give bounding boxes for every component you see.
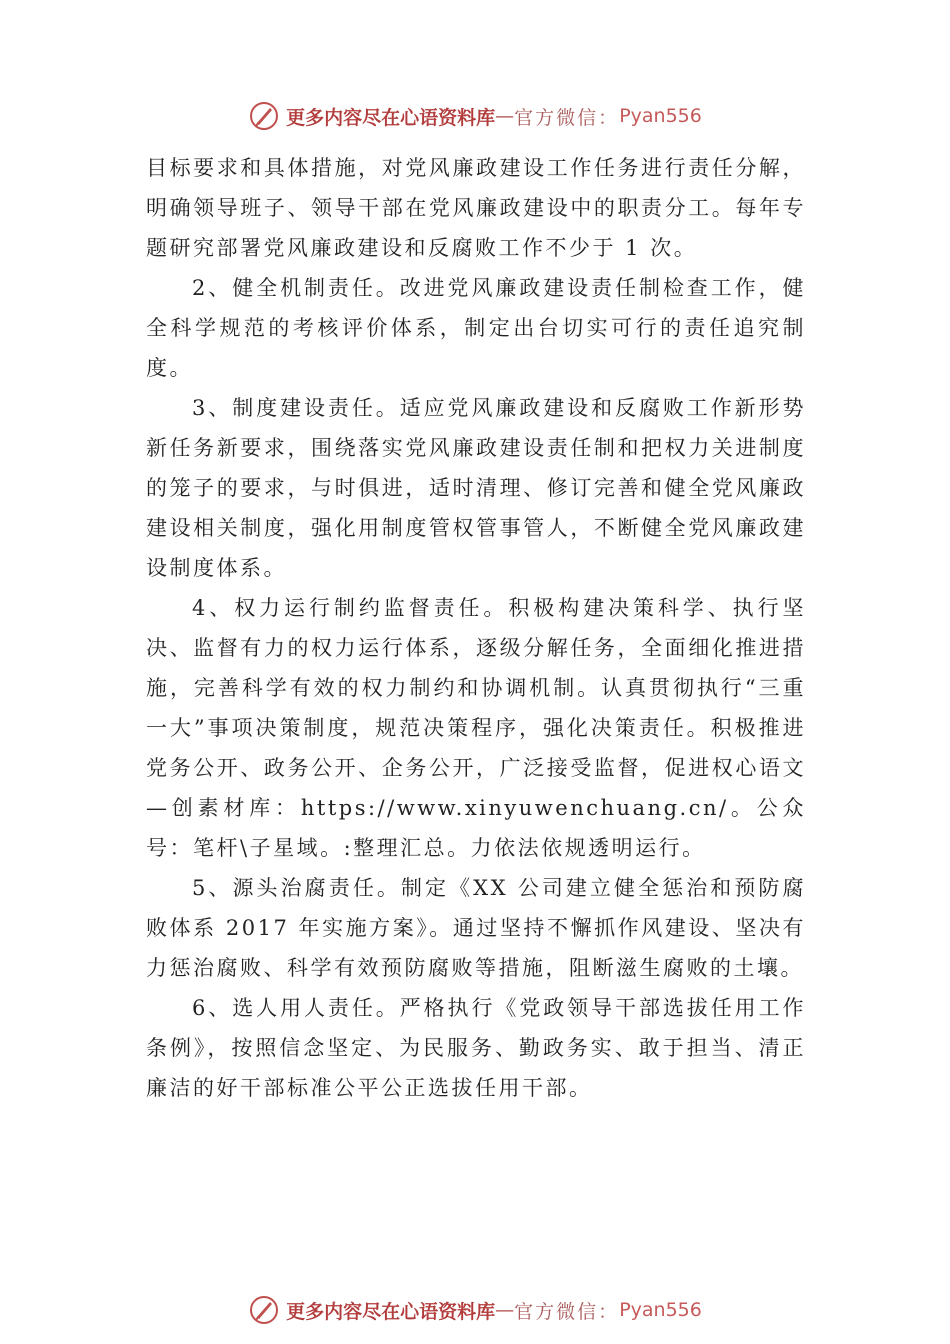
footer-banner: [0, 1290, 950, 1330]
wechat-label: 官方微信：: [514, 106, 620, 129]
header-banner: [0, 96, 950, 136]
wechat-id: Pyan556: [619, 105, 702, 127]
wechat-label: 官方微信：: [514, 1300, 620, 1323]
library-slogan: 更多内容尽在心语资料库: [286, 106, 496, 129]
paragraph-personnel-selection-responsibility: 6、选人用人责任。严格执行《党政领导干部选拔任用工作条例》，按照信念坚定、为民服务、勤政务实、敢于担当、清正廉洁的好干部标准公平公正选拔任用干部。: [146, 996, 806, 1100]
paragraph-power-supervision-responsibility: 4、权力运行制约监督责任。积极构建决策科学、执行坚决、监督有力的权力运行体系，逐级分解任务，全面细化推进措施，完善科学有效的权力制约和协调机制。认真贯彻执行“三重一大”事项决策制度，规范决策程序，强化决策责任。积极推进党务公开、政务公开、企务公开，广泛接受监督，促进权心语文—创素材库：https://www.xinyuwenchuang.cn/。公众号：笔杆\子星域。:整理汇总。力依法依规透明运行。: [146, 596, 806, 860]
paragraph-mechanism-responsibility: 2、健全机制责任。改进党风廉政建设责任制检查工作，健全科学规范的考核评价体系，制定出台切实可行的责任追究制度。: [146, 276, 806, 380]
wechat-id: Pyan556: [619, 1299, 702, 1321]
banner-separator: —: [495, 1299, 515, 1321]
library-slogan: 更多内容尽在心语资料库: [286, 1300, 496, 1323]
banner-separator: —: [495, 105, 515, 127]
quill-logo-icon: [248, 100, 280, 132]
document-body: [146, 148, 806, 1108]
paragraph-source-governance-responsibility: 5、源头治腐责任。制定《XX 公司建立健全惩治和预防腐败体系 2017 年实施方案》。通过坚持不懈抓作风建设、坚决有力惩治腐败、科学有效预防腐败等措施，阻断滋生腐败的土壤。: [146, 876, 806, 980]
quill-logo-icon: [248, 1294, 280, 1326]
paragraph-continuation: 目标要求和具体措施，对党风廉政建设工作任务进行责任分解，明确领导班子、领导干部在党风廉政建设中的职责分工。每年专题研究部署党风廉政建设和反腐败工作不少于 1 次。: [146, 156, 806, 260]
paragraph-system-building-responsibility: 3、制度建设责任。适应党风廉政建设和反腐败工作新形势新任务新要求，围绕落实党风廉政建设责任制和把权力关进制度的笼子的要求，与时俱进，适时清理、修订完善和健全党风廉政建设相关制度，强化用制度管权管事管人，不断健全党风廉政建设制度体系。: [146, 396, 806, 580]
